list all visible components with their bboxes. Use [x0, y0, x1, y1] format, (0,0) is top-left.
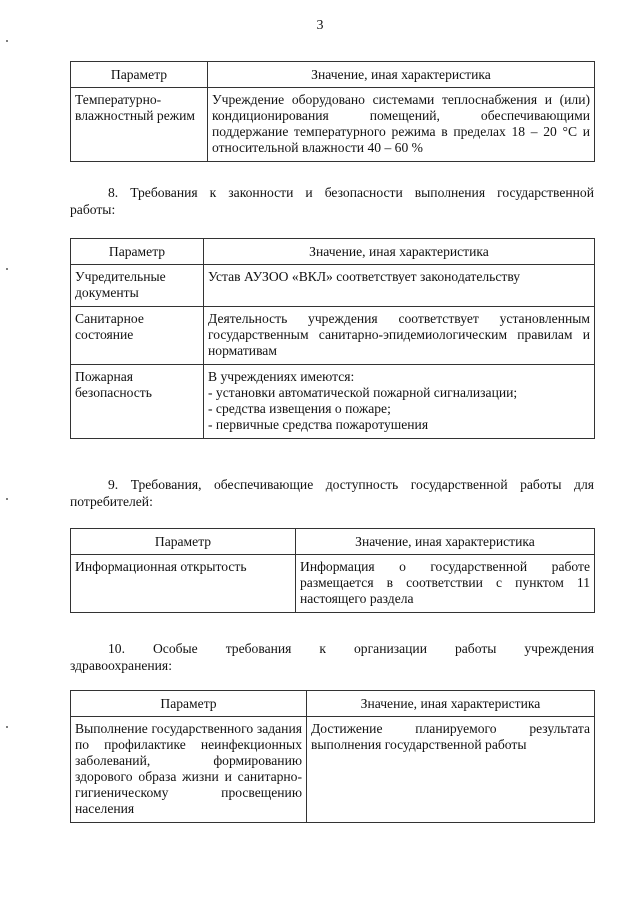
value-cell: Информация о государственной работе размещается в соответствии с пунктом 11 настоящего раздела — [296, 555, 595, 613]
value-cell: Деятельность учреждения соответствует установленным государственным санитарно-эпидемиологическим правилам и нормативам — [204, 307, 595, 365]
table-header-row — [71, 691, 595, 717]
margin-mark — [6, 268, 8, 270]
table-row — [71, 88, 595, 162]
parameter-cell: Выполнение государственного задания по профилактике неинфекционных заболеваний, формированию здорового образа жизни и санитарно-гигиеническому просвещению населения — [71, 717, 307, 823]
section-8-heading-line: работы: — [70, 202, 116, 217]
margin-mark — [6, 498, 8, 500]
healthcare-requirements-table — [70, 690, 595, 823]
parameter-cell: Информационная открытость — [71, 555, 296, 613]
table-row — [71, 265, 595, 307]
table-header-row — [71, 529, 595, 555]
section-8-heading-line: 8. Требования к законности и безопасности выполнения государственной — [108, 185, 594, 200]
column-header-value: Значение, иная характеристика — [307, 691, 595, 717]
parameter-cell: Санитарное состояние — [71, 307, 204, 365]
section-9-heading — [70, 476, 594, 510]
section-9-heading-line: 9. Требования, обеспечивающие доступность государственной работы для — [108, 477, 594, 492]
table-row — [71, 717, 595, 823]
section-9-heading-line: потребителей: — [70, 494, 153, 509]
section-10-heading-line: здравоохранения: — [70, 658, 172, 673]
list-item: - первичные средства пожаротушения — [208, 417, 429, 432]
temperature-humidity-table — [70, 61, 595, 162]
margin-mark — [6, 726, 8, 728]
table-row — [71, 365, 595, 439]
column-header-parameter: Параметр — [71, 239, 204, 265]
list-item: - средства извещения о пожаре; — [208, 401, 391, 416]
column-header-value: Значение, иная характеристика — [208, 62, 595, 88]
margin-mark — [6, 40, 8, 42]
column-header-parameter: Параметр — [71, 529, 296, 555]
list-item: - установки автоматической пожарной сигнализации; — [208, 385, 518, 400]
table-row — [71, 555, 595, 613]
parameter-cell: Пожарная безопасность — [71, 365, 204, 439]
page-number: 3 — [316, 18, 324, 33]
value-intro: В учреждениях имеются: — [208, 369, 355, 384]
section-10-heading-line: 10. Особые требования к организации работы учреждения — [108, 641, 594, 656]
section-8-heading — [70, 184, 594, 218]
legality-safety-table — [70, 238, 595, 439]
value-cell: Учреждение оборудовано системами теплоснабжения и (или) кондиционирования помещений, обеспечивающими поддержание температурного режима в пределах 18 – 20 °С и относительной влажности 40 – 60 % — [208, 88, 595, 162]
value-cell: Достижение планируемого результата выполнения государственной работы — [307, 717, 595, 823]
fire-safety-list — [208, 385, 590, 433]
accessibility-table — [70, 528, 595, 613]
column-header-value: Значение, иная характеристика — [204, 239, 595, 265]
table-header-row — [71, 239, 595, 265]
value-cell — [204, 365, 595, 439]
column-header-value: Значение, иная характеристика — [296, 529, 595, 555]
table-header-row — [71, 62, 595, 88]
table-row — [71, 307, 595, 365]
parameter-cell: Учредительные документы — [71, 265, 204, 307]
column-header-parameter: Параметр — [71, 62, 208, 88]
parameter-cell: Температурно-влажностный режим — [71, 88, 208, 162]
section-10-heading — [70, 640, 594, 674]
column-header-parameter: Параметр — [71, 691, 307, 717]
value-cell: Устав АУЗОО «ВКЛ» соответствует законодательству — [204, 265, 595, 307]
